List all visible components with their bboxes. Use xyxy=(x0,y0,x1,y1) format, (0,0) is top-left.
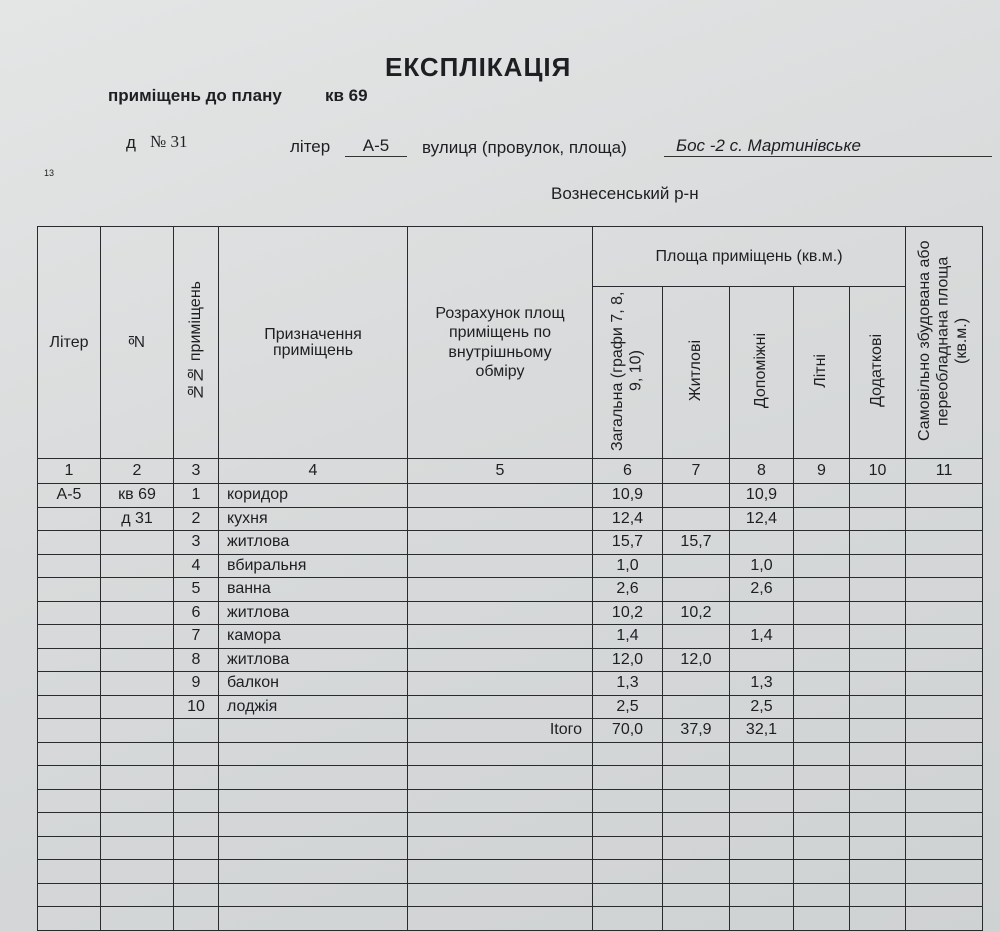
empty-cell xyxy=(794,766,850,790)
empty-cell xyxy=(906,813,983,837)
table-row xyxy=(38,484,983,508)
empty-cell xyxy=(101,860,174,884)
plan-reference: кв 69 xyxy=(325,86,368,105)
empty-cell xyxy=(850,742,906,766)
cell-living xyxy=(663,695,730,719)
cell-room: 8 xyxy=(174,648,219,672)
empty-cell xyxy=(663,766,730,790)
cell-self-built xyxy=(906,484,983,508)
cell-aux: 1,0 xyxy=(730,554,794,578)
cell-summer xyxy=(794,484,850,508)
header-room-no: №№ приміщень xyxy=(174,227,219,459)
cell-room: 10 xyxy=(174,695,219,719)
cell-calc xyxy=(408,672,593,696)
header-summer: Літні xyxy=(794,287,850,459)
empty-cell xyxy=(219,883,408,907)
empty-cell xyxy=(174,836,219,860)
empty-cell xyxy=(794,742,850,766)
cell-summer xyxy=(794,554,850,578)
empty-cell xyxy=(101,836,174,860)
cell-empty xyxy=(906,719,983,743)
column-number-row xyxy=(38,459,983,484)
empty-cell xyxy=(38,789,101,813)
house-number: № 31 xyxy=(150,132,188,151)
table-row xyxy=(38,672,983,696)
empty-cell xyxy=(101,766,174,790)
cell-no xyxy=(101,531,174,555)
total-aux: 32,1 xyxy=(730,719,794,743)
cell-summer xyxy=(794,578,850,602)
cell-total: 10,2 xyxy=(593,601,663,625)
cell-additional xyxy=(850,648,906,672)
cell-additional xyxy=(850,578,906,602)
column-number: 1 xyxy=(38,459,101,484)
empty-cell xyxy=(219,907,408,931)
cell-liter xyxy=(38,601,101,625)
cell-total: 2,5 xyxy=(593,695,663,719)
empty-cell xyxy=(906,907,983,931)
street-value: Бос -2 с. Мартинівське xyxy=(664,136,992,157)
cell-purpose: вбиральня xyxy=(219,554,408,578)
cell-liter xyxy=(38,648,101,672)
table-row xyxy=(38,554,983,578)
empty-row xyxy=(38,860,983,884)
cell-no xyxy=(101,648,174,672)
document-title: ЕКСПЛІКАЦІЯ xyxy=(385,52,572,82)
empty-cell xyxy=(663,907,730,931)
empty-cell xyxy=(794,883,850,907)
empty-cell xyxy=(850,766,906,790)
cell-calc xyxy=(408,531,593,555)
empty-row xyxy=(38,813,983,837)
empty-cell xyxy=(38,742,101,766)
empty-cell xyxy=(408,907,593,931)
cell-summer xyxy=(794,531,850,555)
cell-calc xyxy=(408,625,593,649)
cell-total: 15,7 xyxy=(593,531,663,555)
empty-cell xyxy=(408,860,593,884)
empty-row xyxy=(38,766,983,790)
empty-cell xyxy=(906,766,983,790)
empty-cell xyxy=(408,883,593,907)
empty-cell xyxy=(730,813,794,837)
header-total: Загальна (графи 7, 8, 9, 10) xyxy=(593,287,663,459)
empty-cell xyxy=(174,813,219,837)
explication-table xyxy=(37,226,983,931)
cell-liter xyxy=(38,554,101,578)
table-row xyxy=(38,601,983,625)
cell-living: 10,2 xyxy=(663,601,730,625)
empty-cell xyxy=(174,766,219,790)
empty-cell xyxy=(38,836,101,860)
cell-aux xyxy=(730,531,794,555)
column-number: 5 xyxy=(408,459,593,484)
cell-empty xyxy=(794,719,850,743)
cell-summer xyxy=(794,672,850,696)
empty-cell xyxy=(38,907,101,931)
cell-purpose: коридор xyxy=(219,484,408,508)
liter-value: А-5 xyxy=(345,136,407,157)
cell-total: 2,6 xyxy=(593,578,663,602)
table-row xyxy=(38,695,983,719)
empty-cell xyxy=(101,813,174,837)
cell-living xyxy=(663,672,730,696)
empty-cell xyxy=(663,813,730,837)
cell-liter xyxy=(38,625,101,649)
cell-living xyxy=(663,554,730,578)
empty-cell xyxy=(730,883,794,907)
cell-purpose: камора xyxy=(219,625,408,649)
empty-cell xyxy=(593,766,663,790)
empty-cell xyxy=(174,860,219,884)
cell-aux: 2,5 xyxy=(730,695,794,719)
street-label: вулиця (провулок, площа) xyxy=(422,138,627,157)
cell-purpose: житлова xyxy=(219,648,408,672)
column-number: 3 xyxy=(174,459,219,484)
column-number: 2 xyxy=(101,459,174,484)
empty-cell xyxy=(408,836,593,860)
cell-empty xyxy=(174,719,219,743)
cell-no: кв 69 xyxy=(101,484,174,508)
total-living: 37,9 xyxy=(663,719,730,743)
empty-cell xyxy=(219,766,408,790)
cell-empty xyxy=(219,719,408,743)
empty-cell xyxy=(850,836,906,860)
cell-summer xyxy=(794,507,850,531)
cell-living xyxy=(663,507,730,531)
cell-calc xyxy=(408,578,593,602)
column-number: 7 xyxy=(663,459,730,484)
cell-total: 12,0 xyxy=(593,648,663,672)
column-number: 11 xyxy=(906,459,983,484)
table-row xyxy=(38,648,983,672)
empty-cell xyxy=(906,789,983,813)
table-row xyxy=(38,625,983,649)
empty-cell xyxy=(730,907,794,931)
empty-cell xyxy=(906,836,983,860)
empty-cell xyxy=(906,860,983,884)
empty-cell xyxy=(593,836,663,860)
header-living: Житлові xyxy=(663,287,730,459)
cell-purpose: лоджія xyxy=(219,695,408,719)
empty-cell xyxy=(219,860,408,884)
cell-room: 4 xyxy=(174,554,219,578)
liter-label: літер xyxy=(290,137,331,156)
column-number: 10 xyxy=(850,459,906,484)
empty-row xyxy=(38,883,983,907)
header-self-built: Самовільно збудована або переобладнана площа (кв.м.) xyxy=(906,227,983,459)
empty-cell xyxy=(38,813,101,837)
empty-cell xyxy=(850,907,906,931)
column-number: 6 xyxy=(593,459,663,484)
empty-row xyxy=(38,742,983,766)
empty-cell xyxy=(174,907,219,931)
cell-self-built xyxy=(906,507,983,531)
empty-cell xyxy=(794,789,850,813)
empty-cell xyxy=(408,789,593,813)
column-number: 8 xyxy=(730,459,794,484)
house-label: д xyxy=(126,133,136,152)
total-row xyxy=(38,719,983,743)
cell-total: 12,4 xyxy=(593,507,663,531)
cell-aux: 12,4 xyxy=(730,507,794,531)
cell-total: 1,3 xyxy=(593,672,663,696)
cell-purpose: житлова xyxy=(219,601,408,625)
cell-no xyxy=(101,672,174,696)
empty-cell xyxy=(794,907,850,931)
district-label: Вознесенський р-н xyxy=(551,184,699,203)
cell-aux: 10,9 xyxy=(730,484,794,508)
empty-cell xyxy=(408,742,593,766)
empty-cell xyxy=(663,789,730,813)
cell-aux: 2,6 xyxy=(730,578,794,602)
empty-cell xyxy=(219,742,408,766)
cell-no xyxy=(101,695,174,719)
empty-cell xyxy=(794,836,850,860)
empty-cell xyxy=(663,742,730,766)
document-subtitle: приміщень до плану xyxy=(108,86,282,105)
header-calc: Розрахунок площ приміщень по внутрішньому обміру xyxy=(408,227,593,459)
cell-liter xyxy=(38,672,101,696)
empty-cell xyxy=(730,836,794,860)
empty-cell xyxy=(906,742,983,766)
empty-cell xyxy=(730,860,794,884)
table-row xyxy=(38,531,983,555)
cell-no xyxy=(101,554,174,578)
cell-self-built xyxy=(906,648,983,672)
empty-cell xyxy=(101,883,174,907)
cell-liter xyxy=(38,531,101,555)
cell-additional xyxy=(850,695,906,719)
header-purpose: Призначення приміщень xyxy=(219,227,408,459)
empty-cell xyxy=(408,813,593,837)
cell-self-built xyxy=(906,672,983,696)
cell-empty xyxy=(101,719,174,743)
empty-cell xyxy=(663,883,730,907)
empty-cell xyxy=(38,766,101,790)
cell-total: 1,4 xyxy=(593,625,663,649)
empty-row xyxy=(38,907,983,931)
cell-aux xyxy=(730,601,794,625)
header-area-group: Площа приміщень (кв.м.) xyxy=(593,227,906,287)
cell-liter: А-5 xyxy=(38,484,101,508)
cell-no xyxy=(101,601,174,625)
cell-living xyxy=(663,578,730,602)
cell-additional xyxy=(850,625,906,649)
empty-cell xyxy=(101,742,174,766)
cell-aux: 1,4 xyxy=(730,625,794,649)
cell-self-built xyxy=(906,531,983,555)
empty-cell xyxy=(174,883,219,907)
empty-cell xyxy=(663,836,730,860)
cell-aux: 1,3 xyxy=(730,672,794,696)
cell-liter xyxy=(38,507,101,531)
cell-room: 5 xyxy=(174,578,219,602)
cell-self-built xyxy=(906,625,983,649)
table-row xyxy=(38,507,983,531)
header-auxiliary: Допоміжні xyxy=(730,287,794,459)
empty-cell xyxy=(593,789,663,813)
empty-cell xyxy=(174,789,219,813)
cell-no: д 31 xyxy=(101,507,174,531)
empty-cell xyxy=(38,860,101,884)
empty-cell xyxy=(794,860,850,884)
empty-cell xyxy=(730,766,794,790)
empty-cell xyxy=(730,742,794,766)
column-number: 9 xyxy=(794,459,850,484)
total-label: Itого xyxy=(408,719,593,743)
cell-self-built xyxy=(906,578,983,602)
cell-summer xyxy=(794,625,850,649)
empty-cell xyxy=(850,860,906,884)
cell-total: 1,0 xyxy=(593,554,663,578)
cell-empty xyxy=(850,719,906,743)
empty-cell xyxy=(174,742,219,766)
empty-row xyxy=(38,789,983,813)
cell-calc xyxy=(408,648,593,672)
empty-cell xyxy=(906,883,983,907)
empty-cell xyxy=(593,813,663,837)
cell-summer xyxy=(794,648,850,672)
cell-summer xyxy=(794,695,850,719)
cell-living xyxy=(663,484,730,508)
empty-cell xyxy=(593,742,663,766)
cell-liter xyxy=(38,578,101,602)
empty-rows xyxy=(38,742,983,930)
table-row xyxy=(38,578,983,602)
cell-room: 2 xyxy=(174,507,219,531)
empty-cell xyxy=(850,789,906,813)
empty-row xyxy=(38,836,983,860)
empty-cell xyxy=(101,789,174,813)
cell-additional xyxy=(850,554,906,578)
header-no: № xyxy=(101,227,174,459)
cell-room: 9 xyxy=(174,672,219,696)
total-sum: 70,0 xyxy=(593,719,663,743)
cell-liter xyxy=(38,695,101,719)
cell-calc xyxy=(408,507,593,531)
cell-total: 10,9 xyxy=(593,484,663,508)
empty-cell xyxy=(593,883,663,907)
cell-summer xyxy=(794,601,850,625)
cell-living: 15,7 xyxy=(663,531,730,555)
cell-self-built xyxy=(906,554,983,578)
cell-purpose: балкон xyxy=(219,672,408,696)
empty-cell xyxy=(850,883,906,907)
cell-self-built xyxy=(906,695,983,719)
empty-cell xyxy=(219,789,408,813)
cell-living xyxy=(663,625,730,649)
empty-cell xyxy=(219,836,408,860)
header-liter: Літер xyxy=(38,227,101,459)
cell-room: 1 xyxy=(174,484,219,508)
cell-room: 6 xyxy=(174,601,219,625)
empty-cell xyxy=(794,813,850,837)
column-number: 4 xyxy=(219,459,408,484)
cell-calc xyxy=(408,554,593,578)
cell-additional xyxy=(850,507,906,531)
empty-cell xyxy=(408,766,593,790)
cell-additional xyxy=(850,601,906,625)
cell-self-built xyxy=(906,601,983,625)
cell-purpose: ванна xyxy=(219,578,408,602)
cell-purpose: житлова xyxy=(219,531,408,555)
cell-living: 12,0 xyxy=(663,648,730,672)
cell-room: 7 xyxy=(174,625,219,649)
cell-no xyxy=(101,625,174,649)
cell-additional xyxy=(850,484,906,508)
cell-purpose: кухня xyxy=(219,507,408,531)
header-additional: Додаткові xyxy=(850,287,906,459)
cell-no xyxy=(101,578,174,602)
empty-cell xyxy=(219,813,408,837)
cell-calc xyxy=(408,484,593,508)
empty-cell xyxy=(101,907,174,931)
empty-cell xyxy=(663,860,730,884)
cell-additional xyxy=(850,672,906,696)
cell-calc xyxy=(408,695,593,719)
cell-calc xyxy=(408,601,593,625)
cell-room: 3 xyxy=(174,531,219,555)
cell-aux xyxy=(730,648,794,672)
cell-empty xyxy=(38,719,101,743)
margin-mark: 13 xyxy=(44,168,55,178)
empty-cell xyxy=(593,860,663,884)
empty-cell xyxy=(730,789,794,813)
empty-cell xyxy=(38,883,101,907)
cell-additional xyxy=(850,531,906,555)
empty-cell xyxy=(850,813,906,837)
empty-cell xyxy=(593,907,663,931)
